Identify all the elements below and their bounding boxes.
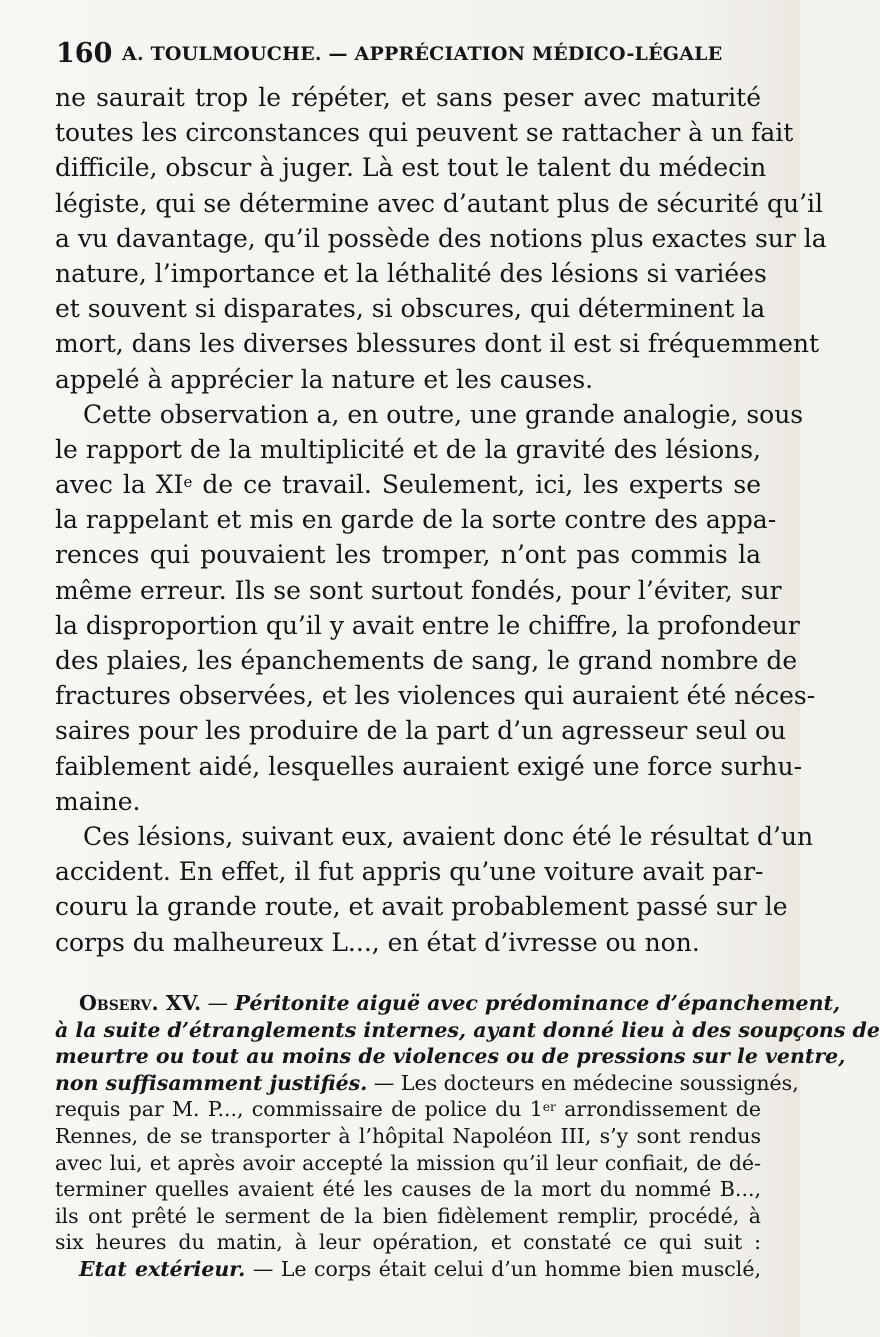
text-line: mort, dans les diverses blessures dont il est si fréquemment	[55, 329, 820, 359]
text-line: difficile, obscur à juger. Là est tout le talent du médecin	[55, 153, 767, 183]
er-superscript: er	[542, 1100, 556, 1115]
text-line-xi	[55, 467, 761, 502]
text-line: Ces lésions, suivant eux, avaient donc été le résultat d’un	[83, 821, 814, 851]
etat-label: Etat extérieur.	[79, 1256, 246, 1281]
observation-title-line	[55, 1070, 799, 1097]
text-line: rences qui pouvaient les tromper, n’ont pas commis la	[55, 540, 761, 570]
xi-text: avec la XI	[55, 470, 184, 500]
observation-label: Observ. XV.	[79, 991, 202, 1015]
observation-after-title: — Les docteurs en médecine soussignés,	[367, 1070, 799, 1095]
text-line: même erreur. Ils se sont surtout fondés, pour l’éviter, sur	[55, 575, 782, 605]
text-line: légiste, qui se détermine avec d’autant plus de sécurité qu’il	[55, 188, 824, 218]
observation-title-line: meurtre ou tout au moins de violences ou de pressions sur le ventre,	[55, 1044, 846, 1069]
text-line: appelé à apprécier la nature et les causes.	[55, 364, 594, 394]
observation-body-line: six heures du matin, à leur opération, et constaté ce qui suit :	[55, 1230, 761, 1255]
text-line: la disproportion qu’il y avait entre le chiffre, la profondeur	[55, 610, 800, 640]
text-line: ne saurait trop le répéter, et sans peser avec maturité	[55, 83, 761, 112]
xi-superscript: e	[183, 473, 193, 492]
text-line: faiblement aidé, lesquelles auraient exigé une force surhu-	[55, 751, 803, 781]
running-header	[56, 38, 760, 76]
etat-text: — Le corps était celui d’un homme bien musclé,	[252, 1256, 761, 1281]
observation-dash: —	[201, 991, 235, 1015]
xi-rest: de ce travail. Seulement, ici, les experts se	[202, 470, 762, 500]
body-text: requis par M. P..., commissaire de police du 1	[55, 1097, 543, 1122]
text-line: la rappelant et mis en garde de la sorte contre des appa-	[55, 505, 777, 535]
text-line: fractures observées, et les violences qui auraient été néces-	[55, 681, 816, 711]
text-line: couru la grande route, et avait probablement passé sur le	[55, 892, 788, 922]
observation-section	[55, 990, 880, 1283]
observation-body-line: terminer quelles avaient été les causes de la mort du nommé B...,	[55, 1177, 761, 1202]
body-text: arrondissement de	[564, 1097, 761, 1122]
observation-body-line: Rennes, de se transporter à l’hôpital Napoléon III, s’y sont rendus	[55, 1123, 761, 1148]
main-text	[55, 80, 827, 960]
text-line: nature, l’importance et la léthalité des lésions si variées	[55, 258, 767, 288]
text-line: Cette observation a, en outre, une grande analogie, sous	[83, 399, 804, 429]
text-line: accident. En effet, il fut appris qu’une voiture avait par-	[55, 857, 764, 887]
text-line: toutes les circonstances qui peuvent se rattacher à un fait	[55, 118, 794, 148]
running-title: A. TOULMOUCHE. — APPRÉCIATION MÉDICO-LÉGALE	[122, 43, 723, 65]
text-line: des plaies, les épanchements de sang, le grand nombre de	[55, 646, 798, 675]
text-line: saires pour les produire de la part d’un agresseur seul ou	[55, 716, 787, 746]
observation-heading-line	[55, 990, 841, 1017]
observation-body-line: ils ont prêté le serment de la bien fidèlement remplir, procédé, à	[55, 1203, 761, 1228]
observation-title: Péritonite aiguë avec prédominance d’épanchement,	[234, 991, 841, 1015]
observation-title-line: à la suite d’étranglements internes, ayant donné lieu à des soupçons de	[55, 1017, 880, 1042]
observation-title-end: non suffisamment justifiés.	[55, 1070, 368, 1095]
text-line: maine.	[55, 786, 141, 816]
text-line: le rapport de la multiplicité et de la gravité des lésions,	[55, 434, 761, 464]
page-number: 160	[56, 38, 113, 69]
text-line: corps du malheureux L..., en état d’ivresse ou non.	[55, 927, 700, 957]
text-line: et souvent si disparates, si obscures, qui déterminent la	[55, 294, 766, 324]
observation-body-line	[55, 1256, 761, 1283]
text-line: a vu davantage, qu’il possède des notions plus exactes sur la	[55, 223, 827, 253]
observation-body-line	[55, 1096, 761, 1123]
observation-body-line: avec lui, et après avoir accepté la mission qu’il leur confiait, de dé-	[55, 1150, 761, 1175]
